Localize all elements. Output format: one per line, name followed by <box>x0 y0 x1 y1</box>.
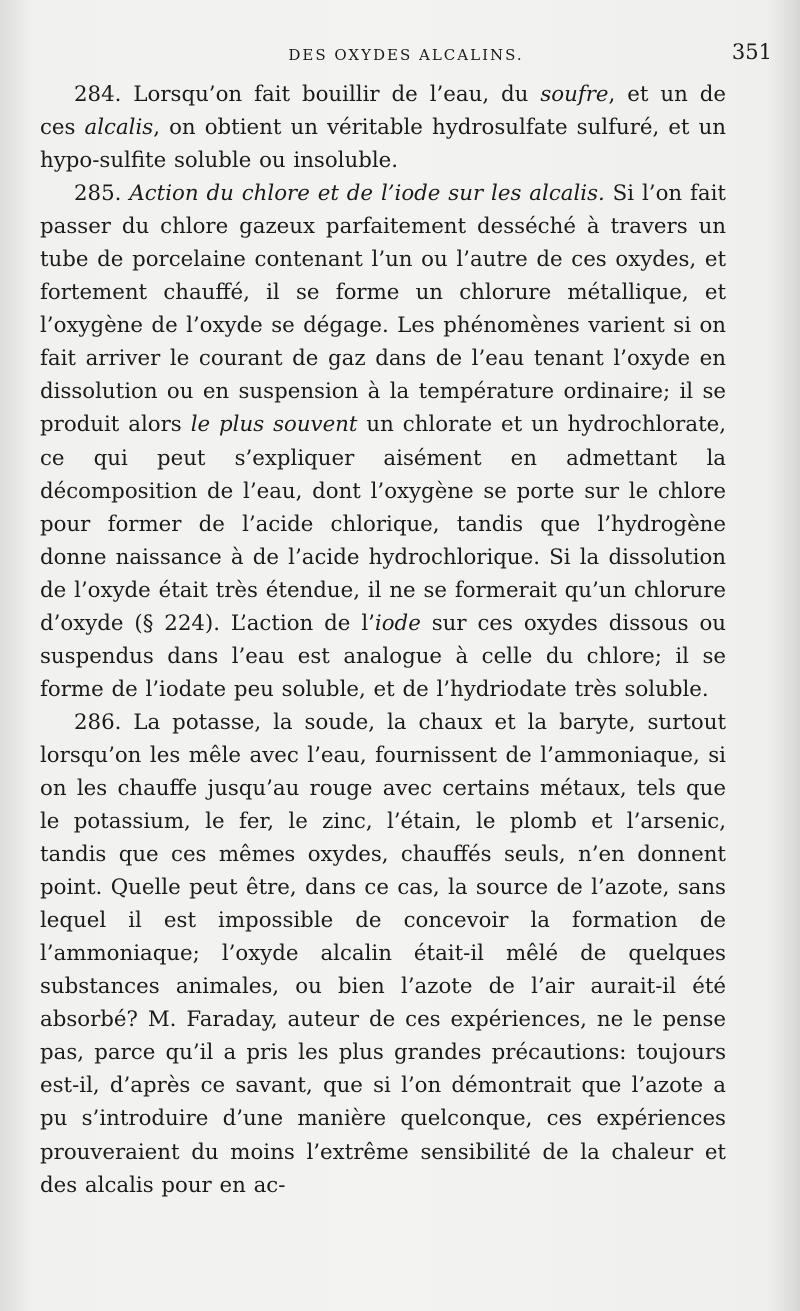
text-segment: Si l’on fait passer du chlore gazeux parfaitement desséché à travers un tube de porcelaine contenant l’un ou l’autre de ces oxydes, et fortement chauffé, il se forme un chlorure métallique, et l’oxygène de l’oxyde se dégage. Les phénomènes varient si on fait arriver le courant de gaz dans de l’eau tenant l’oxyde en dissolution ou en suspension à la température ordinaire; il se produit alors <box>40 181 726 438</box>
italic-segment: soufre <box>540 82 609 107</box>
text-segment: 286. La potasse, la soude, la chaux et la baryte, surtout lorsqu’on les mêle avec l’eau, fournissent de l’ammoniaque, si on les chauffe jusqu’au rouge avec certains métaux, tels que le potassium, le fer, le zinc, l’étain, le plomb et l’arsenic, tandis que ces mêmes oxydes, chauffés seuls, n’en donnent point. Quelle peut être, dans ce cas, la source de l’azote, sans lequel il est impossible de concevoir la formation de l’ammoniaque; l’oxyde alcalin était-il mêlé de quelques substances animales, ou bien l’azote de l’air aurait-il été absorbé? M. Faraday, auteur de ces expériences, ne le pense pas, parce qu’il a pris les plus grandes précautions: toujours est-il, d’après ce savant, que si l’on démontrait que l’azote a pu s’introduire d’une manière quelconque, ces expériences prouveraient du moins l’extrême sensibilité de la chaleur et des alcalis pour en ac- <box>40 709 726 1198</box>
italic-segment: Action du chlore et de l’iode sur les alcalis. <box>129 181 605 207</box>
text-segment: sur ces oxydes dissous ou suspendus dans l’eau est analogue à celle du chlore; il se forme de l’iodate peu soluble, et de l’hydriodate très soluble. <box>40 610 726 702</box>
italic-segment: le plus souvent <box>190 412 358 438</box>
italic-segment: alcalis <box>84 115 154 141</box>
body-text <box>40 78 726 1202</box>
page-header <box>40 40 772 70</box>
running-title: DES OXYDES ALCALINS. <box>288 46 524 64</box>
text-segment: , et un de ces <box>40 82 726 141</box>
paragraph-285 <box>40 177 726 706</box>
italic-segment: iode <box>374 610 421 636</box>
text-segment: 285. <box>74 181 130 207</box>
text-segment: un chlorate et un hydrochlorate, ce qui peut s’expliquer aisément en admettant la décomposition de l’eau, dont l’oxygène se porte sur le chlore pour former de l’acide chlorique, tandis que l’hydrogène donne naissance à de l’acide hydrochlorique. Si la dissolution de l’oxyde était très étendue, il ne se formerait qu’un chlorure d’oxyde (§ 224). L’action de l’ <box>40 412 726 636</box>
text-segment: 284. Lorsqu’on fait bouillir de l’eau, du <box>74 82 541 107</box>
paragraph-286 <box>40 706 726 1202</box>
page-number: 351 <box>731 40 772 64</box>
text-segment: , on obtient un véritable hydrosulfate sulfuré, et un hypo-sulfite soluble ou insoluble. <box>40 115 727 174</box>
paragraph-284 <box>40 78 726 177</box>
